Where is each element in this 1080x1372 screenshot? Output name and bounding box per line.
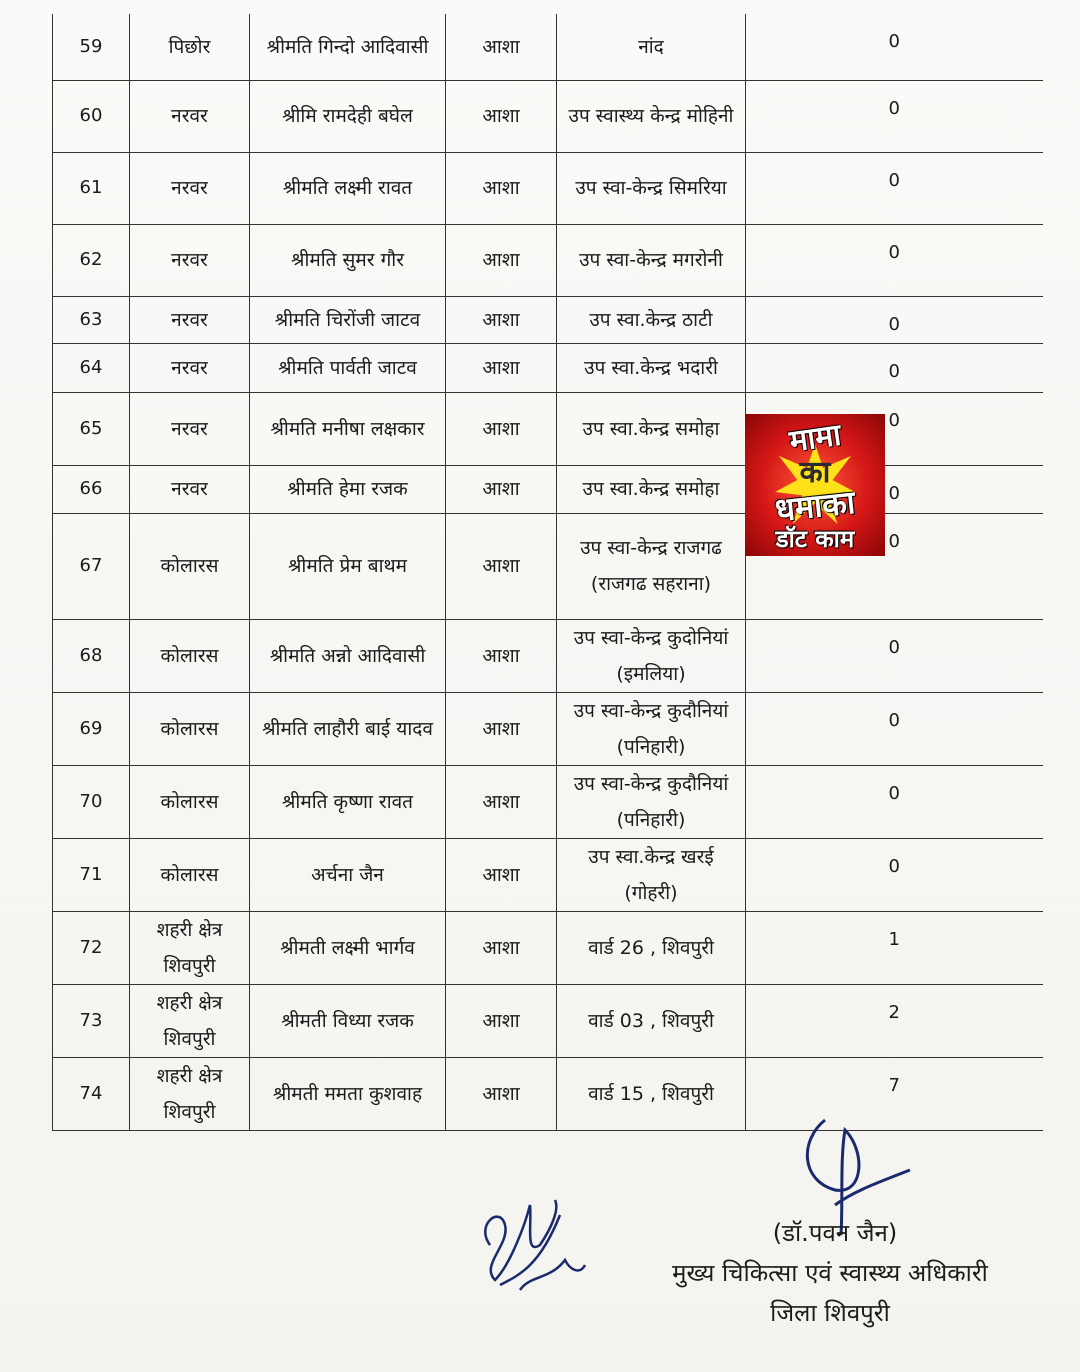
count: 0 bbox=[746, 465, 1043, 513]
table-row bbox=[53, 911, 1043, 984]
worker-name: श्रीमती लक्ष्मी भार्गव bbox=[250, 911, 446, 984]
place: उप स्वा-केन्द्र कुदौनियां (पनिहारी) bbox=[557, 692, 746, 765]
worker-name: श्रीमति पार्वती जाटव bbox=[250, 343, 446, 392]
asha-list-table bbox=[52, 14, 1043, 1131]
place: वार्ड 26 , शिवपुरी bbox=[557, 911, 746, 984]
serial-number: 71 bbox=[53, 838, 130, 911]
count: 0 bbox=[746, 296, 1043, 343]
serial-number: 60 bbox=[53, 80, 130, 152]
block-name: पिछोर bbox=[130, 14, 250, 80]
serial-number: 62 bbox=[53, 224, 130, 296]
worker-name: श्रीमति सुमर गौर bbox=[250, 224, 446, 296]
block-name: कोलारस bbox=[130, 692, 250, 765]
serial-number: 69 bbox=[53, 692, 130, 765]
block-name: शहरी क्षेत्र शिवपुरी bbox=[130, 984, 250, 1057]
watermark-line-3: धमाका bbox=[773, 482, 857, 530]
block-name: शहरी क्षेत्र शिवपुरी bbox=[130, 1057, 250, 1130]
place: उप स्वा.केन्द्र ठाटी bbox=[557, 296, 746, 343]
table-row bbox=[53, 984, 1043, 1057]
place: उप स्वा-केन्द्र कुदोनियां (इमलिया) bbox=[557, 619, 746, 692]
serial-number: 64 bbox=[53, 343, 130, 392]
count: 0 bbox=[746, 224, 1043, 296]
count: 0 bbox=[746, 513, 1043, 619]
block-name: नरवर bbox=[130, 392, 250, 465]
post: आशा bbox=[446, 392, 557, 465]
block-name: कोलारस bbox=[130, 765, 250, 838]
block-name: नरवर bbox=[130, 224, 250, 296]
count: 0 bbox=[746, 80, 1043, 152]
post: आशा bbox=[446, 838, 557, 911]
initials-signature bbox=[470, 1185, 590, 1305]
worker-name: श्रीमति अन्नो आदिवासी bbox=[250, 619, 446, 692]
table-row bbox=[53, 765, 1043, 838]
post: आशा bbox=[446, 465, 557, 513]
serial-number: 59 bbox=[53, 14, 130, 80]
worker-name: श्रीमति लक्ष्मी रावत bbox=[250, 152, 446, 224]
worker-name: श्रीमति गिन्दो आदिवासी bbox=[250, 14, 446, 80]
block-name: कोलारस bbox=[130, 513, 250, 619]
serial-number: 68 bbox=[53, 619, 130, 692]
block-name: कोलारस bbox=[130, 619, 250, 692]
table-row bbox=[53, 838, 1043, 911]
table-row bbox=[53, 224, 1043, 296]
worker-name: श्रीमती विध्या रजक bbox=[250, 984, 446, 1057]
serial-number: 65 bbox=[53, 392, 130, 465]
count: 1 bbox=[746, 911, 1043, 984]
count: 0 bbox=[746, 392, 1043, 465]
block-name: नरवर bbox=[130, 343, 250, 392]
place: उप स्वा-केन्द्र राजगढ (राजगढ सहराना) bbox=[557, 513, 746, 619]
serial-number: 63 bbox=[53, 296, 130, 343]
table-row bbox=[53, 513, 1043, 619]
place: उप स्वा.केन्द्र समोहा bbox=[557, 392, 746, 465]
table-row bbox=[53, 296, 1043, 343]
watermark-logo bbox=[745, 414, 885, 556]
district-name: जिला शिवपुरी bbox=[770, 1299, 890, 1327]
worker-name: श्रीमति प्रेम बाथम bbox=[250, 513, 446, 619]
post: आशा bbox=[446, 619, 557, 692]
place: वार्ड 15 , शिवपुरी bbox=[557, 1057, 746, 1130]
place: नांद bbox=[557, 14, 746, 80]
officer-name: (डॉ.पवन जैन) bbox=[772, 1219, 898, 1247]
block-name: शहरी क्षेत्र शिवपुरी bbox=[130, 911, 250, 984]
block-name: नरवर bbox=[130, 80, 250, 152]
place: उप स्वा-केन्द्र कुदौनियां (पनिहारी) bbox=[557, 765, 746, 838]
serial-number: 72 bbox=[53, 911, 130, 984]
place: उप स्वा.केन्द्र भदारी bbox=[557, 343, 746, 392]
table-row bbox=[53, 80, 1043, 152]
table-row bbox=[53, 152, 1043, 224]
count: 0 bbox=[746, 152, 1043, 224]
post: आशा bbox=[446, 765, 557, 838]
worker-name: श्रीमि रामदेही बघेल bbox=[250, 80, 446, 152]
count: 2 bbox=[746, 984, 1043, 1057]
table-row bbox=[53, 692, 1043, 765]
serial-number: 74 bbox=[53, 1057, 130, 1130]
worker-name: अर्चना जैन bbox=[250, 838, 446, 911]
table-row bbox=[53, 14, 1043, 80]
table-row bbox=[53, 465, 1043, 513]
count: 7 bbox=[746, 1057, 1043, 1130]
worker-name: श्रीमती ममता कुशवाह bbox=[250, 1057, 446, 1130]
worker-name: श्रीमति हेमा रजक bbox=[250, 465, 446, 513]
post: आशा bbox=[446, 224, 557, 296]
watermark-line-4: डॉट काम bbox=[775, 525, 855, 553]
post: आशा bbox=[446, 1057, 557, 1130]
place: उप स्वा.केन्द्र समोहा bbox=[557, 465, 746, 513]
watermark-line-1: मामा bbox=[787, 417, 844, 460]
post: आशा bbox=[446, 14, 557, 80]
post: आशा bbox=[446, 692, 557, 765]
serial-number: 61 bbox=[53, 152, 130, 224]
serial-number: 70 bbox=[53, 765, 130, 838]
count: 0 bbox=[746, 14, 1043, 80]
count: 0 bbox=[746, 838, 1043, 911]
worker-name: श्रीमति मनीषा लक्षकार bbox=[250, 392, 446, 465]
serial-number: 66 bbox=[53, 465, 130, 513]
block-name: नरवर bbox=[130, 465, 250, 513]
serial-number: 73 bbox=[53, 984, 130, 1057]
place: उप स्वा.केन्द्र खरई (गोहरी) bbox=[557, 838, 746, 911]
block-name: नरवर bbox=[130, 296, 250, 343]
post: आशा bbox=[446, 296, 557, 343]
table-row bbox=[53, 619, 1043, 692]
post: आशा bbox=[446, 152, 557, 224]
worker-name: श्रीमति कृष्णा रावत bbox=[250, 765, 446, 838]
place: उप स्वा-केन्द्र मगरोनी bbox=[557, 224, 746, 296]
block-name: कोलारस bbox=[130, 838, 250, 911]
post: आशा bbox=[446, 343, 557, 392]
place: उप स्वा-केन्द्र सिमरिया bbox=[557, 152, 746, 224]
count: 0 bbox=[746, 343, 1043, 392]
table-row bbox=[53, 392, 1043, 465]
post: आशा bbox=[446, 911, 557, 984]
watermark-line-2: का bbox=[799, 455, 831, 490]
serial-number: 67 bbox=[53, 513, 130, 619]
post: आशा bbox=[446, 513, 557, 619]
officer-designation: मुख्य चिकित्सा एवं स्वास्थ्य अधिकारी bbox=[672, 1259, 988, 1287]
post: आशा bbox=[446, 80, 557, 152]
block-name: नरवर bbox=[130, 152, 250, 224]
worker-name: श्रीमति चिरोंजी जाटव bbox=[250, 296, 446, 343]
worker-name: श्रीमति लाहौरी बाई यादव bbox=[250, 692, 446, 765]
count: 0 bbox=[746, 619, 1043, 692]
table-row bbox=[53, 343, 1043, 392]
count: 0 bbox=[746, 692, 1043, 765]
post: आशा bbox=[446, 984, 557, 1057]
place: वार्ड 03 , शिवपुरी bbox=[557, 984, 746, 1057]
place: उप स्वास्थ्य केन्द्र मोहिनी bbox=[557, 80, 746, 152]
count: 0 bbox=[746, 765, 1043, 838]
